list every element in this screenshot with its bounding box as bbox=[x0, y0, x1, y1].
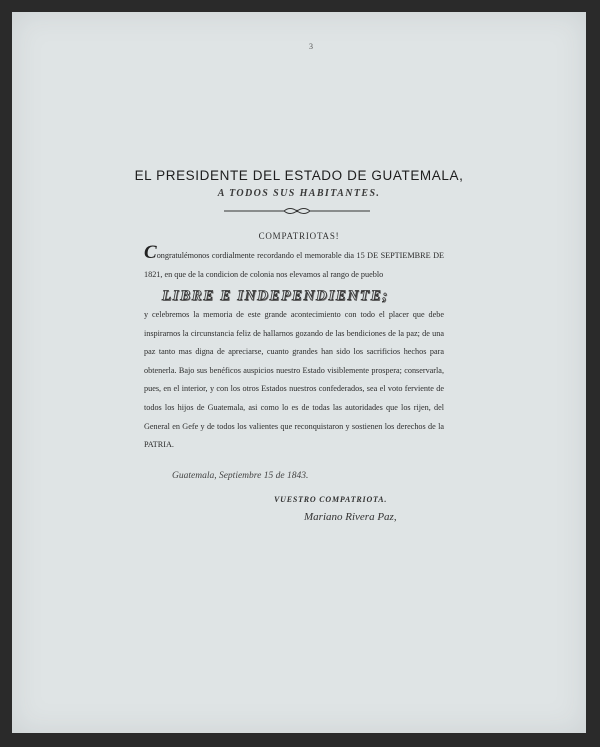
page-number: 3 bbox=[309, 42, 313, 51]
closing-line: VUESTRO COMPATRIOTA. bbox=[274, 495, 388, 504]
paragraph-body: y celebremos la memoria de este grande acontecimiento con todo el placer que debe inspirarnos la circunstancia feliz de hallarnos gozando de las bendiciones de la paz; de una paz tanto mas digna de apreciarse, cuanto grandes han sido los sacrificios hechos para obtenerla. Bajo sus benéficos auspicios nuestro Estado visiblemente prospera; conservarla, pues, en el interior, y con los otros Estados nuestros confederados, sea el voto ferviente de todos los hijos de Guatemala, asi como lo es de todas las autoridades que los rijen, del General en Gefe y de todos los valientes que reconquistaron y sostienen los derechos de la PATRIA. bbox=[144, 310, 444, 450]
paragraph-opening bbox=[144, 242, 444, 284]
date-line: Guatemala, Septiembre 15 de 1843. bbox=[172, 471, 309, 481]
document-page bbox=[12, 12, 586, 733]
signature: Mariano Rivera Paz, bbox=[304, 511, 397, 523]
salutation: COMPATRIOTAS! bbox=[258, 231, 340, 241]
emphasis-heading: LIBRE E INDEPENDIENTE; bbox=[162, 288, 389, 304]
ornament-divider bbox=[222, 206, 372, 216]
document-heading: EL PRESIDENTE DEL ESTADO DE GUATEMALA, bbox=[134, 168, 464, 183]
paragraph-opening-text: ongratulémonos cordialmente recordando el memorable dia 15 DE SEPTIEMBRE DE 1821, en que de la condicion de colonia nos elevamos al rango de pueblo bbox=[144, 251, 444, 279]
document-subheading: A TODOS SUS HABITANTES. bbox=[217, 188, 381, 199]
drop-cap: C bbox=[144, 242, 157, 263]
